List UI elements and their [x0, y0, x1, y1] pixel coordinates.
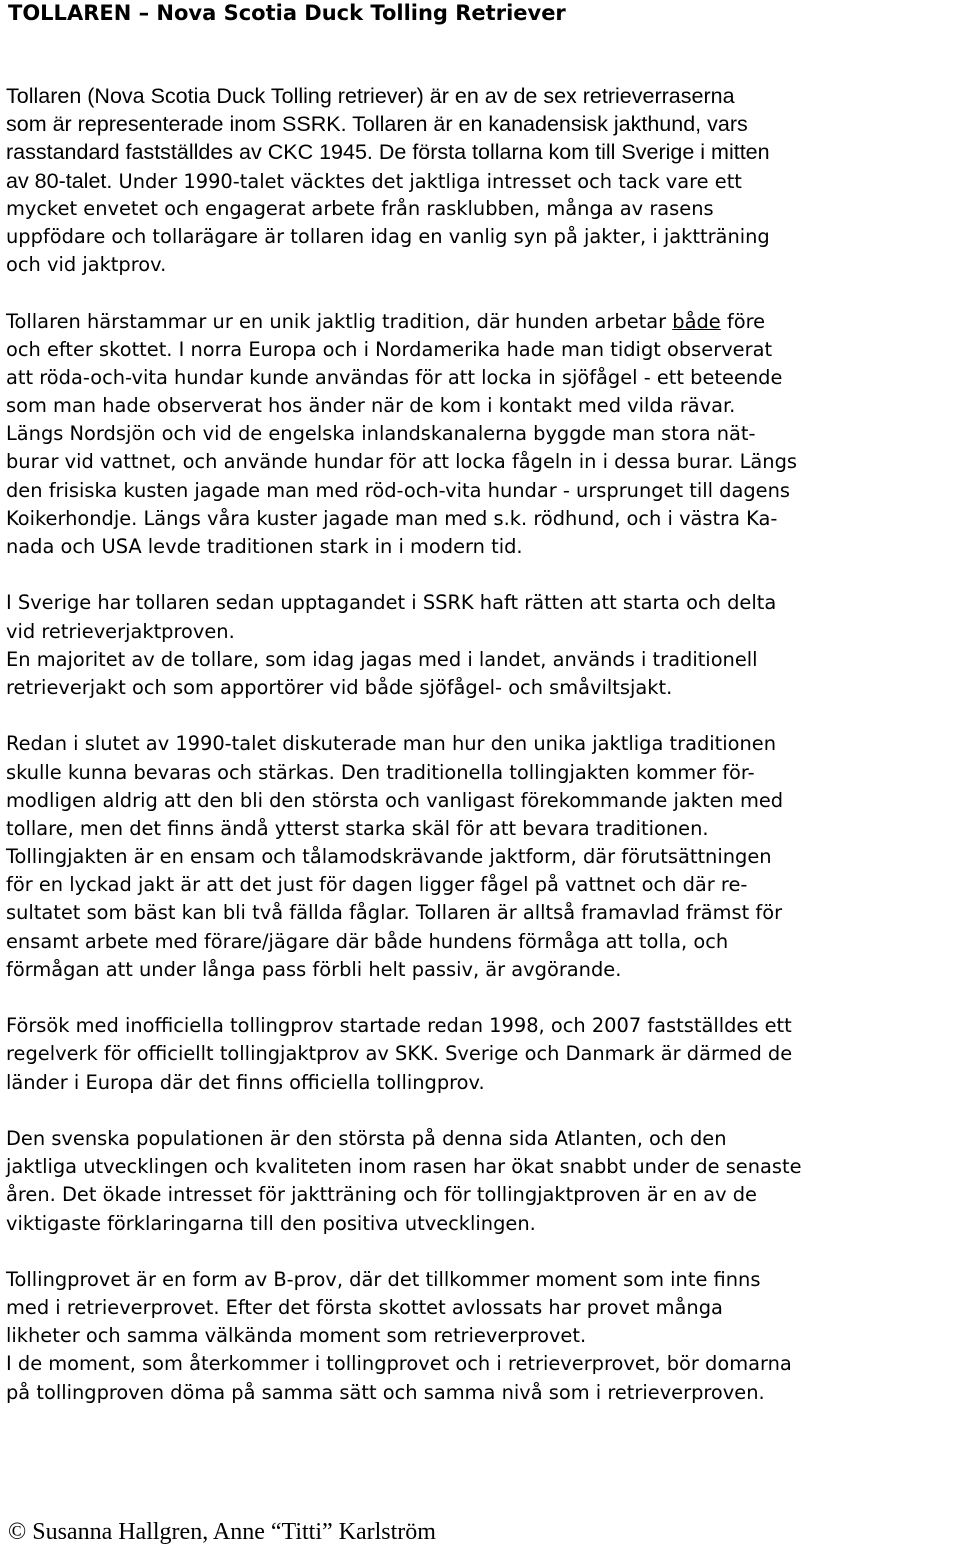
text-line: Tollingjakten är en ensam och tålamodskrävande jaktform, där förutsättningen — [6, 845, 772, 869]
text-line: skulle kunna bevaras och stärkas. Den traditionella tollingjakten kommer för- — [6, 760, 755, 784]
paragraph-gap — [6, 279, 802, 307]
text-line: Koikerhondje. Längs våra kuster jagade man med s.k. rödhund, och i västra Ka- — [6, 506, 778, 530]
text-line: En majoritet av de tollare, som idag jagas med i landet, används i traditionell — [6, 647, 758, 671]
text-line: retrieverjakt och som apportörer vid både sjöfågel- och småviltsjakt. — [6, 675, 673, 699]
text-line: och efter skottet. I norra Europa och i Nordamerika hade man tidigt observerat — [6, 337, 773, 361]
paragraph-gap — [6, 561, 802, 589]
text-line: vid retrieverjaktproven. — [6, 619, 235, 643]
paragraph-gap — [6, 984, 802, 1012]
text-line: som man hade observerat hos änder när de kom i kontakt med vilda rävar. — [6, 394, 736, 418]
paragraph-gap — [6, 1238, 802, 1266]
text-line: Längs Nordsjön och vid de engelska inlandskanalerna byggde man stora nät- — [6, 422, 756, 446]
text-line: Försök med inofficiella tollingprov startade redan 1998, och 2007 fastställdes ett — [6, 1014, 792, 1038]
text-line: Den svenska populationen är den största på denna sida Atlanten, och den — [6, 1126, 727, 1150]
text-line: den frisiska kusten jagade man med röd-och-vita hundar - ursprunget till dagens — [6, 478, 791, 502]
text-line: modligen aldrig att den bli den största och vanligast förekommande jakten med — [6, 788, 784, 812]
text-line — [6, 167, 802, 195]
document-body — [6, 82, 802, 1407]
text-line: rasstandard fastställdes av CKC 1945. De första tollarna kom till Sverige i mitten — [6, 140, 770, 165]
text-line: Tollingprovet är en form av B-prov, där det tillkommer moment som inte finns — [6, 1267, 761, 1291]
text-line: viktigaste förklaringarna till den positiva utvecklingen. — [6, 1211, 536, 1235]
text-fragment: Under 1990-talet väcktes det jaktliga intresset och tack vare ett — [112, 169, 742, 193]
text-line: sultatet som bäst kan bli två fällda fåglar. Tollaren är alltså framavlad främst för — [6, 901, 783, 925]
text-line — [6, 308, 802, 336]
text-line: förmågan att under långa pass förbli helt passiv, är avgörande. — [6, 957, 622, 981]
text-line: och vid jaktprov. — [6, 253, 167, 277]
text-line: länder i Europa där det finns officiella tollingprov. — [6, 1070, 485, 1094]
text-line: på tollingproven döma på samma sätt och samma nivå som i retrieverproven. — [6, 1380, 765, 1404]
text-line: med i retrieverprovet. Efter det första skottet avlossats har provet många — [6, 1296, 723, 1320]
text-line: som är representerade inom SSRK. Tollaren är en kanadensisk jakthund, vars — [6, 112, 748, 137]
text-line: Tollaren (Nova Scotia Duck Tolling retriever) är en av de sex retrieverraserna — [6, 84, 735, 108]
text-line: för en lyckad jakt är att det just för dagen ligger fågel på vattnet och där re- — [6, 873, 748, 897]
text-line: att röda-och-vita hundar kunde användas för att locka in sjöfågel - ett beteende — [6, 365, 783, 389]
text-fragment: av 80-talet. — [6, 168, 113, 193]
text-line: I de moment, som återkommer i tollingprovet och i retrieverprovet, bör domarna — [6, 1352, 792, 1376]
text-line: likheter och samma välkända moment som retrieverprovet. — [6, 1324, 587, 1348]
text-line: Redan i slutet av 1990-talet diskuterade man hur den unika jaktliga traditionen — [6, 732, 777, 756]
text-line: burar vid vattnet, och använde hundar för att locka fågeln in i dessa burar. Längs — [6, 450, 797, 474]
text-fragment: före — [720, 309, 766, 333]
copyright-footer: © Susanna Hallgren, Anne “Titti” Karlström — [8, 1519, 436, 1545]
paragraph-gap — [6, 1097, 802, 1125]
paragraph-gap — [6, 702, 802, 730]
text-line: I Sverige har tollaren sedan upptagandet i SSRK haft rätten att starta och delta — [6, 591, 777, 615]
text-fragment: Tollaren härstammar ur en unik jaktlig tradition, där hunden arbetar — [6, 309, 673, 333]
text-line: uppfödare och tollarägare är tollaren idag en vanlig syn på jakter, i jaktträning — [6, 224, 770, 248]
document-title: TOLLAREN – Nova Scotia Duck Tolling Retriever — [8, 1, 566, 25]
text-line: nada och USA levde traditionen stark in i modern tid. — [6, 535, 523, 558]
text-line: åren. Det ökade intresset för jaktträning och för tollingjaktproven är en av de — [6, 1183, 757, 1207]
text-line: ensamt arbete med förare/jägare där både hundens förmåga att tolla, och — [6, 929, 729, 953]
text-line: regelverk för officiellt tollingjaktprov av SKK. Sverige och Danmark är därmed de — [6, 1042, 793, 1066]
text-line: mycket envetet och engagerat arbete från rasklubben, många av rasens — [6, 196, 714, 220]
underlined-word: både — [672, 309, 721, 333]
text-line: tollare, men det finns ändå ytterst starka skäl för att bevara traditionen. — [6, 816, 709, 840]
text-line: jaktliga utvecklingen och kvaliteten inom rasen har ökat snabbt under de senaste — [6, 1155, 802, 1179]
